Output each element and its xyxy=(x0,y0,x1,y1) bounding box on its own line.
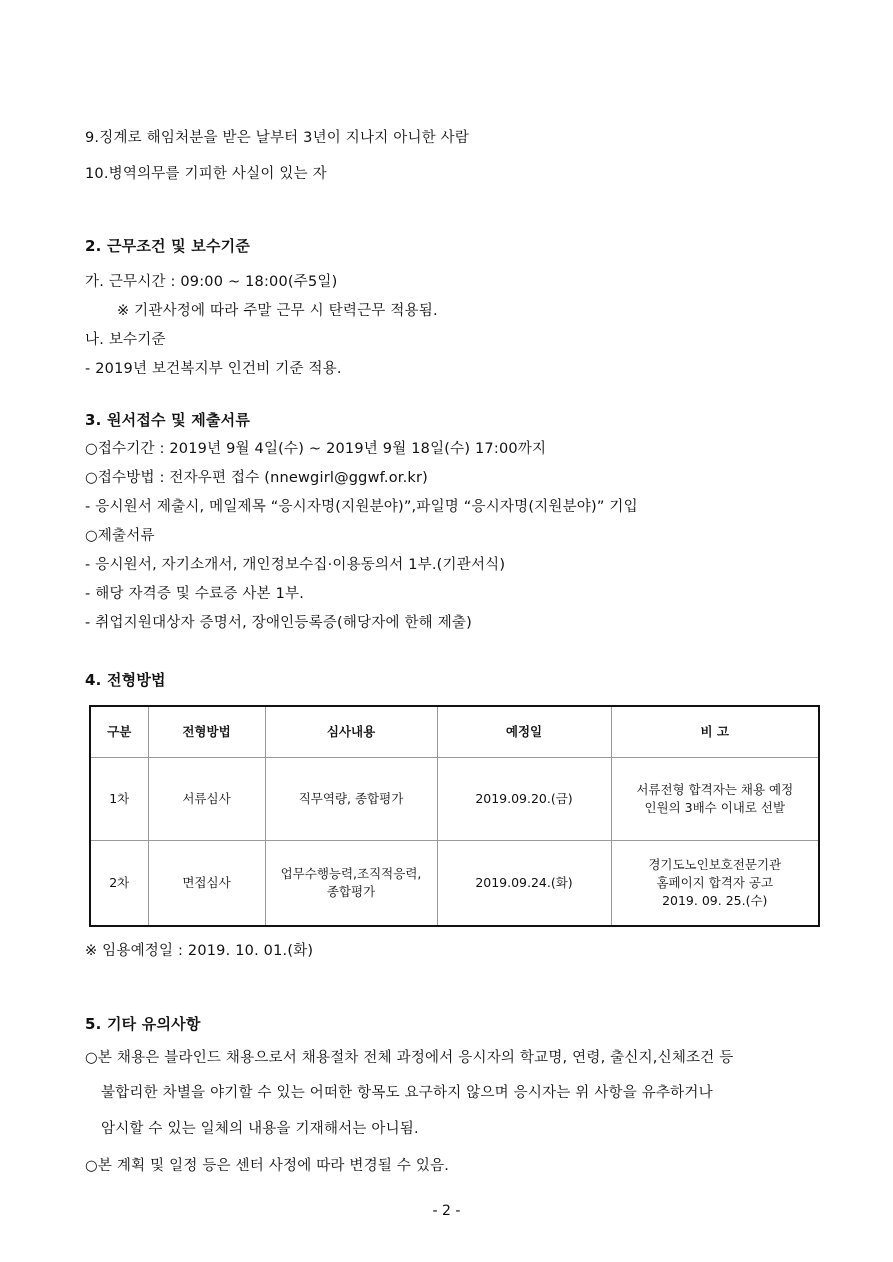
header-date: 예정일 xyxy=(437,706,611,758)
cell-stage: 1차 xyxy=(90,758,148,841)
item-9: 9.징계로 해임처분을 받은 날부터 3년이 지나지 아니한 사람 xyxy=(85,130,470,146)
table-row xyxy=(90,758,819,841)
blind-hiring-note-line-3: 암시할 수 있는 일체의 내용을 기재해서는 아니됨. xyxy=(101,1121,419,1137)
section-2-title: 2. 근무조건 및 보수기준 xyxy=(85,237,251,255)
page-number: - 2 - xyxy=(432,1203,461,1219)
remark-line: 서류전형 합격자는 채용 예정 xyxy=(636,781,794,797)
remark-line: 2019. 09. 25.(수) xyxy=(662,893,768,909)
cell-method: 서류심사 xyxy=(148,758,265,841)
section-4-title: 4. 전형방법 xyxy=(85,671,166,689)
header-remark: 비 고 xyxy=(611,706,819,758)
remark-line: 인원의 3배수 이내로 선발 xyxy=(644,800,786,815)
section-5-title: 5. 기타 유의사항 xyxy=(85,1015,201,1033)
table-header-row xyxy=(90,706,819,758)
item-10: 10.병역의무를 기피한 사실이 있는 자 xyxy=(85,166,327,182)
blind-hiring-note-line-2: 불합리한 차별을 야기할 수 있는 어떠한 항목도 요구하지 않으며 응시자는 위 사항을 유추하거나 xyxy=(101,1085,713,1101)
appointment-date-note: ※ 임용예정일 : 2019. 10. 01.(화) xyxy=(85,943,314,959)
cell-remark xyxy=(611,758,819,841)
email-subject-rule: - 응시원서 제출시, 메일제목 “응시자명(지원분야)”,파일명 “응시자명(지원분야)” 기입 xyxy=(85,499,638,515)
application-period: ○접수기간 : 2019년 9월 4일(수) ~ 2019년 9월 18일(수) 17:00까지 xyxy=(85,441,547,457)
cell-content xyxy=(265,841,437,927)
header-stage: 구분 xyxy=(90,706,148,758)
work-hours-note: ※ 기관사정에 따라 주말 근무 시 탄력근무 적용됨. xyxy=(117,303,438,319)
selection-table xyxy=(89,705,820,927)
work-hours: 가. 근무시간 : 09:00 ~ 18:00(주5일) xyxy=(85,274,338,290)
cell-date: 2019.09.24.(화) xyxy=(437,841,611,927)
content-line: 업무수행능력,조직적응력, xyxy=(280,865,422,881)
application-method: ○접수방법 : 전자우편 접수 (nnewgirl@ggwf.or.kr) xyxy=(85,470,429,486)
cell-remark xyxy=(611,841,819,927)
section-3-title: 3. 원서접수 및 제출서류 xyxy=(85,411,251,429)
cell-method: 면접심사 xyxy=(148,841,265,927)
document-item-3: - 취업지원대상자 증명서, 장애인등록증(해당자에 한해 제출) xyxy=(85,615,472,631)
table-row xyxy=(90,841,819,927)
cell-stage: 2차 xyxy=(90,841,148,927)
header-method: 전형방법 xyxy=(148,706,265,758)
pay-standard: 나. 보수기준 xyxy=(85,332,166,348)
cell-content: 직무역량, 종합평가 xyxy=(265,758,437,841)
remark-line: 홈페이지 합격자 공고 xyxy=(656,874,774,890)
content-line: 종합평가 xyxy=(326,884,376,899)
header-content: 심사내용 xyxy=(265,706,437,758)
schedule-change-note: ○본 계획 및 일정 등은 센터 사정에 따라 변경될 수 있음. xyxy=(85,1158,450,1174)
document-item-2: - 해당 자격증 및 수료증 사본 1부. xyxy=(85,586,305,602)
pay-standard-item: - 2019년 보건복지부 인건비 기준 적용. xyxy=(85,361,342,377)
documents-heading: ○제출서류 xyxy=(85,528,155,544)
remark-line: 경기도노인보호전문기관 xyxy=(648,856,782,872)
document-item-1: - 응시원서, 자기소개서, 개인정보수집·이용동의서 1부.(기관서식) xyxy=(85,557,506,573)
blind-hiring-note-line-1: ○본 채용은 블라인드 채용으로서 채용절차 전체 과정에서 응시자의 학교명, 연령, 출신지,신체조건 등 xyxy=(85,1050,734,1066)
cell-date: 2019.09.20.(금) xyxy=(437,758,611,841)
